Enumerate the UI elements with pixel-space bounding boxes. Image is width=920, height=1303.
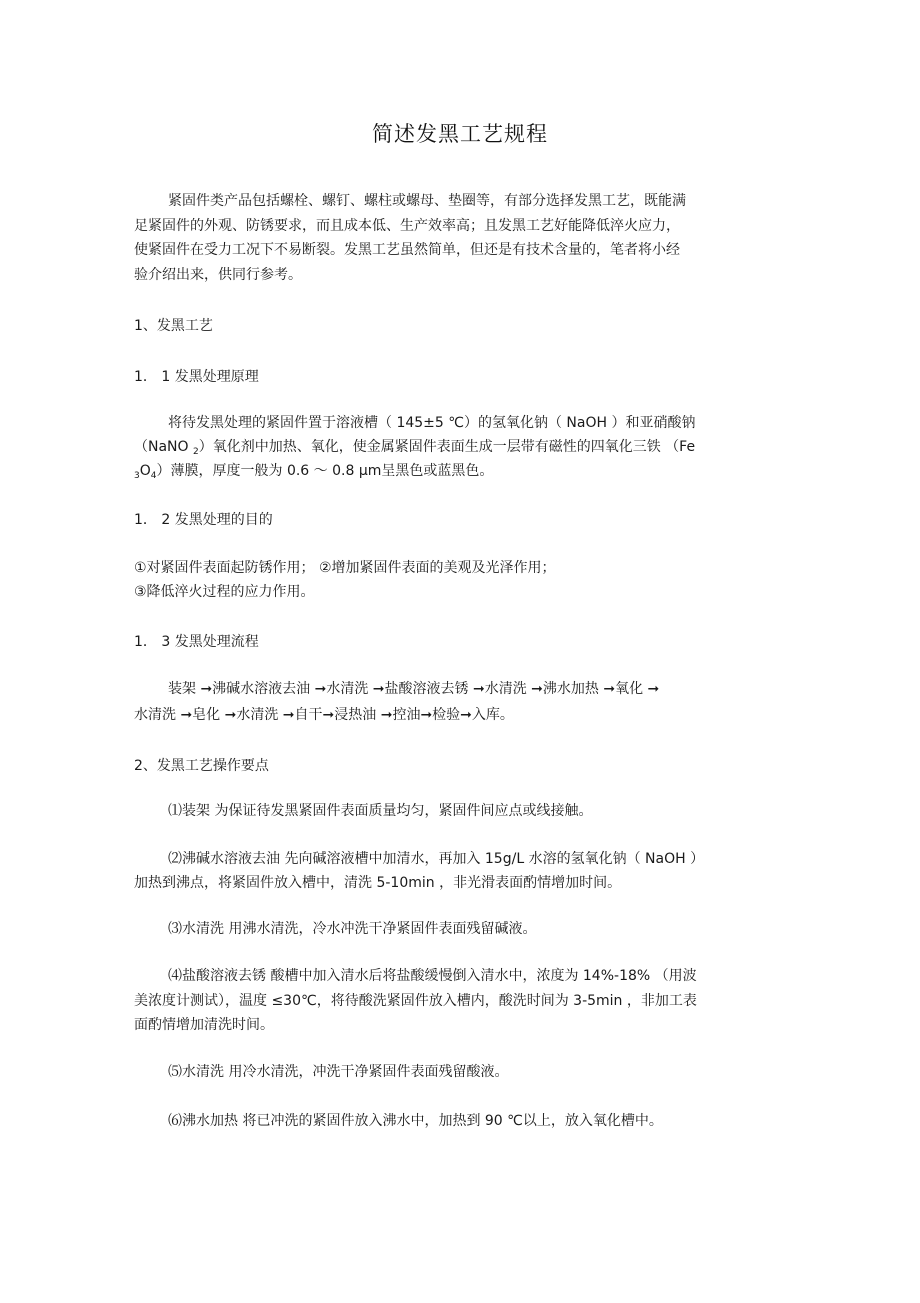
section-2-heading: 2、发黑工艺操作要点 <box>134 758 269 774</box>
subscript-4: 4 <box>150 471 157 481</box>
intro-line-1: 紧固件类产品包括螺栓、螺钉、螺柱或螺母、垫圈等，有部分选择发黑工艺，既能满 <box>168 193 686 209</box>
principle-line-2 <box>134 437 695 459</box>
purpose-line-1: ①对紧固件表面起防锈作用； ②增加紧固件表面的美观及光泽作用； <box>134 560 556 576</box>
subsection-1-1-heading: 1． 1 发黑处理原理 <box>134 369 259 385</box>
principle-line-3-c: ）薄膜，厚度一般为 0.6 ～ 0.8 μm呈黑色或蓝黑色。 <box>156 463 494 479</box>
principle-line-2-b: ）氧化剂中加热、氧化，使金属紧固件表面生成一层带有磁性的四氧化三铁 （Fe <box>198 439 696 455</box>
subscript-3: 3 <box>134 471 140 481</box>
step-4-line-2: 美浓度计测试），温度 ≤30℃，将待酸洗紧固件放入槽内，酸洗时间为 3-5min ，非加工表 <box>134 993 697 1009</box>
principle-line-2-a: （NaNO <box>134 439 193 455</box>
document-title: 简述发黑工艺规程 <box>372 122 548 146</box>
intro-line-3: 使紧固件在受力工况下不易断裂。发黑工艺虽然简单，但还是有技术含量的，笔者将小经 <box>134 242 680 258</box>
step-2-line-1: ⑵沸碱水溶液去油 先向碱溶液槽中加清水，再加入 15g/L 水溶的氢氧化钠（ NaOH ） <box>168 851 705 867</box>
step-2-line-2: 加热到沸点，将紧固件放入槽中，清洗 5-10min ，非光滑表面酌情增加时间。 <box>134 875 622 891</box>
section-1-heading: 1、发黑工艺 <box>134 318 213 334</box>
step-5: ⑸水清洗 用冷水清洗，冲洗干净紧固件表面残留酸液。 <box>168 1064 509 1080</box>
step-6: ⑹沸水加热 将已冲洗的紧固件放入沸水中，加热到 90 ℃以上，放入氧化槽中。 <box>168 1113 663 1129</box>
principle-line-1: 将待发黑处理的紧固件置于溶液槽（ 145±5 ℃）的氢氧化钠（ NaOH ）和亚硝酸钠 <box>168 415 696 431</box>
subscript-2: 2 <box>193 447 199 457</box>
purpose-line-2: ③降低淬火过程的应力作用。 <box>134 584 315 600</box>
step-4-line-1: ⑷盐酸溶液去锈 酸槽中加入清水后将盐酸缓慢倒入清水中，浓度为 14%-18% （用波 <box>168 968 697 984</box>
intro-line-2: 足紧固件的外观、防锈要求，而且成本低、生产效率高；且发黑工艺好能降低淬火应力， <box>134 218 680 234</box>
process-flow-line-1: 装架 ➞沸碱水溶液去油 ➞水清洗 ➞盐酸溶液去锈 ➞水清洗 ➞沸水加热 ➞氧化 ➞ <box>168 681 660 697</box>
process-flow-line-2: 水清洗 ➞皂化 ➞水清洗 ➞自干➞浸热油 ➞控油➞检验➞入库。 <box>134 707 514 723</box>
principle-line-3-o: O <box>139 463 151 479</box>
subsection-1-3-heading: 1． 3 发黑处理流程 <box>134 634 259 650</box>
step-4-line-3: 面酌情增加清洗时间。 <box>134 1017 274 1033</box>
principle-line-3 <box>134 461 493 483</box>
subsection-1-2-heading: 1． 2 发黑处理的目的 <box>134 512 273 528</box>
step-1: ⑴装架 为保证待发黑紧固件表面质量均匀，紧固件间应点或线接触。 <box>168 803 593 819</box>
intro-line-4: 验介绍出来，供同行参考。 <box>134 267 302 283</box>
step-3: ⑶水清洗 用沸水清洗，冷水冲洗干净紧固件表面残留碱液。 <box>168 921 537 937</box>
